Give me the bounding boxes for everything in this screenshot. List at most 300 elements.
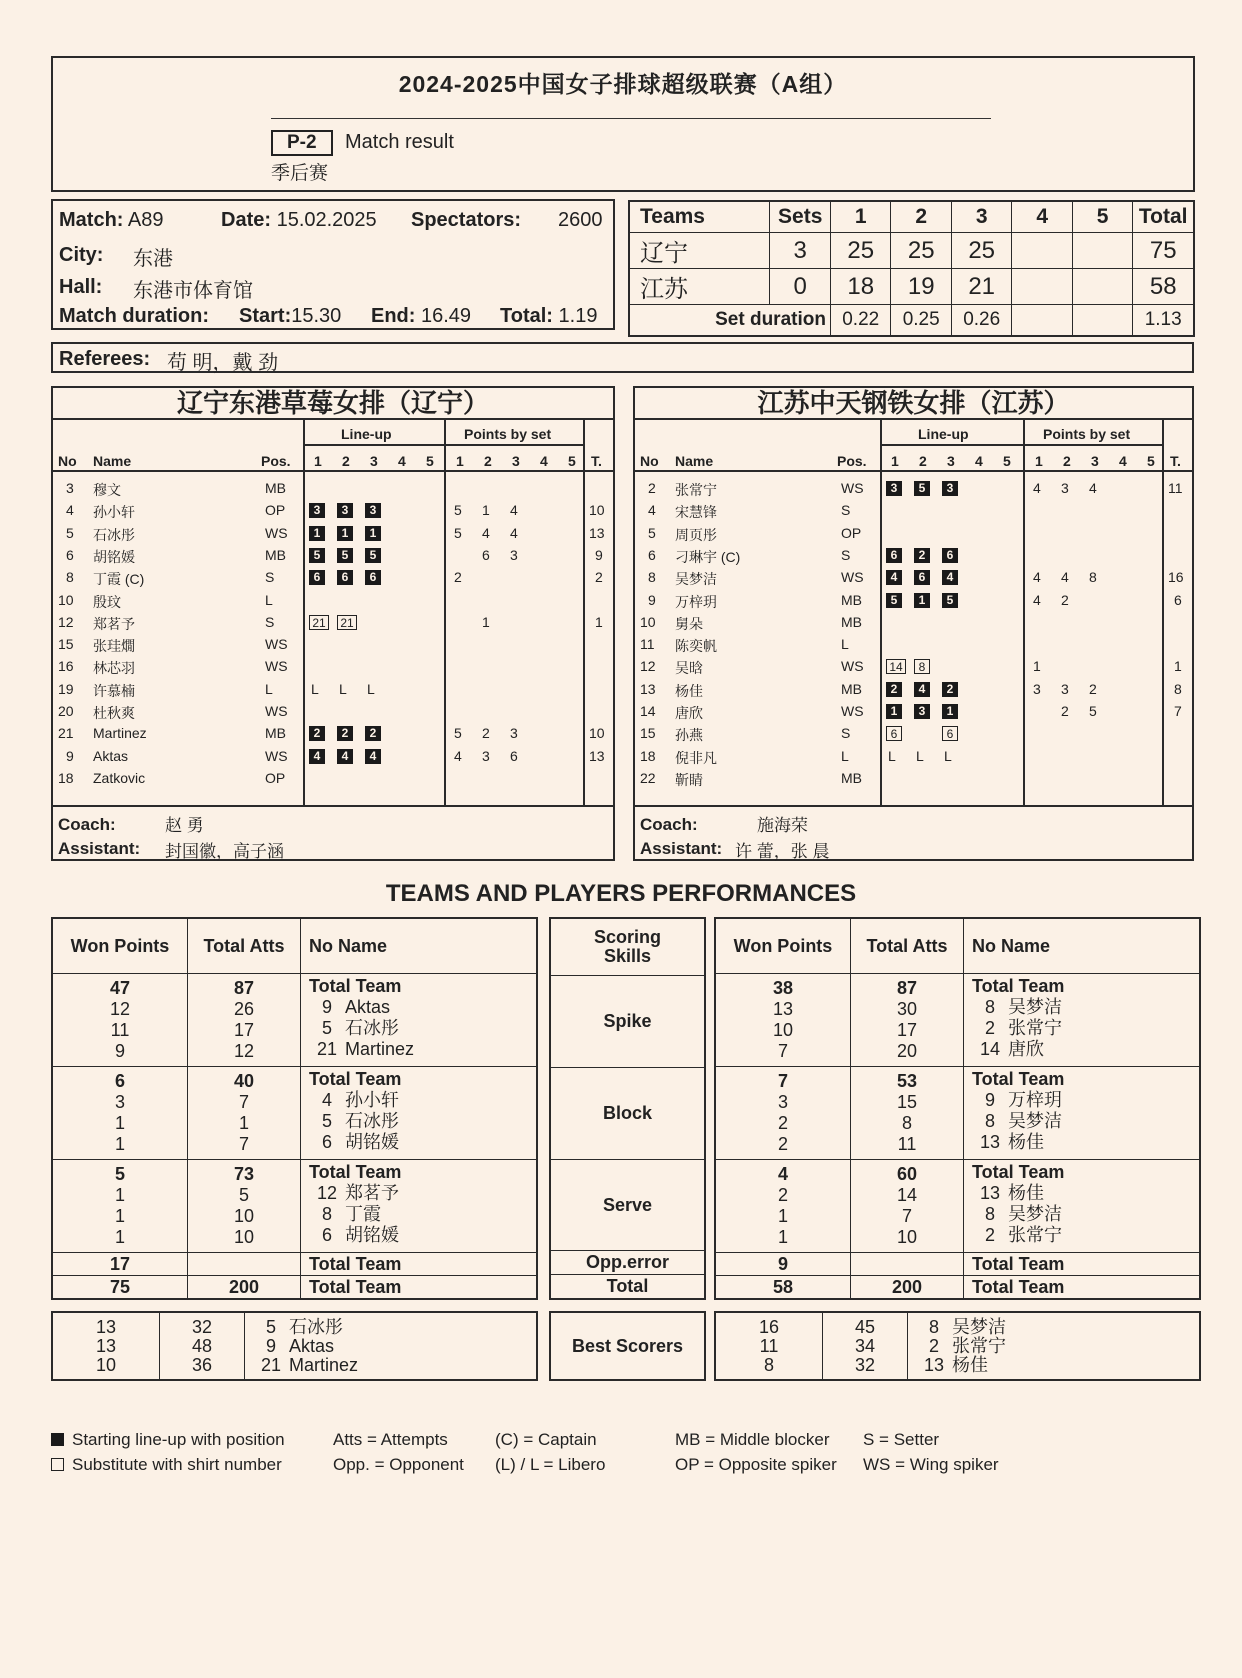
lineup-start-square: 6 xyxy=(309,570,325,585)
player-won-points: 1 xyxy=(114,1113,125,1133)
col-set: 2 xyxy=(342,453,350,469)
player-number: 15 xyxy=(640,725,656,742)
lineup-start-square: 6 xyxy=(886,548,902,563)
best-scorers-team-a xyxy=(51,1311,538,1381)
player-number: 8 xyxy=(66,569,74,586)
best-scorer-atts: 48 xyxy=(191,1335,213,1356)
legend-atts: Atts = Attempts xyxy=(333,1430,448,1449)
player-name: 石冰彤 xyxy=(345,1018,399,1038)
total-atts: 200 xyxy=(851,1276,964,1300)
total-label-row xyxy=(550,1275,705,1299)
player-position: L xyxy=(841,747,849,764)
player-entry xyxy=(309,997,536,1018)
player-name: 吴梦洁 xyxy=(1008,1111,1062,1131)
player-name: 穆文 xyxy=(93,482,121,498)
set-points: 2 xyxy=(454,569,462,586)
total-team-label: Total Team xyxy=(301,1253,538,1276)
lineup-start-square: 4 xyxy=(886,570,902,585)
best-scorer-atts: 32 xyxy=(854,1354,876,1375)
player-position: MB xyxy=(265,725,286,742)
skill-name: Serve xyxy=(550,1159,705,1251)
header-divider xyxy=(53,470,613,472)
set-duration-label: Set duration xyxy=(629,305,830,337)
team-atts-total: 53 xyxy=(896,1071,918,1091)
set-points: 6 xyxy=(482,546,490,563)
player-name: 孙燕 xyxy=(675,727,703,744)
lineup-start-square: 6 xyxy=(337,570,353,585)
empty-square-icon xyxy=(51,1458,64,1471)
score-set-points xyxy=(1072,233,1132,269)
score-total: 58 xyxy=(1133,269,1194,305)
lineup-start-square: 2 xyxy=(886,682,902,697)
player-number: 12 xyxy=(58,613,74,630)
player-won-points: 1 xyxy=(114,1185,125,1205)
player-name: 郑茗予 xyxy=(345,1183,399,1203)
player-won-points: 1 xyxy=(114,1206,125,1226)
set-points: 8 xyxy=(1089,569,1097,586)
set-points: 5 xyxy=(1089,703,1097,719)
lineup-start-square: 3 xyxy=(914,704,930,719)
team-atts-total: 87 xyxy=(233,978,255,998)
player-position: S xyxy=(841,502,851,519)
set-duration: 0.25 xyxy=(891,305,951,337)
score-header-sets: Sets xyxy=(770,201,830,233)
city-label: City: xyxy=(59,244,104,266)
set-points: 3 xyxy=(510,725,518,742)
col-set: 4 xyxy=(540,453,548,469)
team-a-title: 辽宁东港草莓女排（辽宁） xyxy=(53,388,613,420)
best-scorer-atts: 45 xyxy=(854,1316,876,1337)
col-no: No xyxy=(58,453,77,469)
player-name: 孙小轩 xyxy=(345,1090,399,1110)
player-name: 许慕楠 xyxy=(93,682,135,699)
player-entry xyxy=(972,1183,1199,1204)
coach-name: 赵 勇 xyxy=(165,816,204,835)
team-won-total: 38 xyxy=(772,978,794,998)
player-number: 6 xyxy=(648,546,656,563)
player-won-points: 2 xyxy=(777,1185,788,1205)
best-scorer-entry xyxy=(253,1356,536,1375)
player-total-points: 13 xyxy=(589,747,605,764)
column-divider xyxy=(1023,418,1025,805)
column-divider xyxy=(1162,418,1164,805)
best-won-points xyxy=(52,1312,160,1380)
player-name: 杨佳 xyxy=(675,682,703,699)
player-name: 万梓玥 xyxy=(675,593,717,610)
best-scorer-atts: 34 xyxy=(854,1335,876,1356)
col-set: 5 xyxy=(1147,453,1155,469)
player-entry xyxy=(309,1225,536,1246)
player-name: 舅朵 xyxy=(675,615,703,632)
spectators-label: Spectators: xyxy=(411,209,522,231)
player-won-points: 1 xyxy=(777,1206,788,1226)
score-header-set2: 2 xyxy=(891,201,951,233)
col-set: 2 xyxy=(919,453,927,469)
player-position: WS xyxy=(265,524,288,541)
lineup-start-square: 4 xyxy=(942,570,958,585)
best-names xyxy=(245,1312,538,1380)
opp-error-atts xyxy=(851,1253,964,1276)
player-name: Aktas xyxy=(345,997,391,1017)
won-points-cell xyxy=(715,1160,851,1253)
duration-label: Match duration: xyxy=(59,305,209,327)
player-number: 2 xyxy=(648,480,656,496)
best-scorer-points: 13 xyxy=(95,1335,117,1356)
player-number: 13 xyxy=(923,1354,945,1375)
col-name: Name xyxy=(675,453,714,469)
set-points: 5 xyxy=(454,524,462,541)
player-name: 张常宁 xyxy=(1008,1018,1062,1038)
player-won-points: 3 xyxy=(114,1092,125,1112)
player-number: 21 xyxy=(316,1039,338,1059)
skill-name-row xyxy=(550,1067,705,1159)
total-atts-cell xyxy=(188,974,301,1067)
col-pos: Pos. xyxy=(261,453,291,469)
hall-value: 东港市体育馆 xyxy=(133,280,253,302)
set-points: 2 xyxy=(1061,703,1069,719)
skill-row xyxy=(52,974,537,1067)
player-number: 6 xyxy=(321,1132,332,1152)
col-pos: Pos. xyxy=(837,453,867,469)
player-number: 3 xyxy=(66,480,74,496)
points-header: Points by set xyxy=(464,426,552,442)
player-total-points: 6 xyxy=(1174,591,1182,608)
player-number: 16 xyxy=(58,658,74,675)
performance-table-team-b xyxy=(714,917,1201,1300)
player-number: 13 xyxy=(979,1183,1001,1203)
player-number: 8 xyxy=(984,1111,995,1131)
player-number: 21 xyxy=(58,725,74,742)
player-position: WS xyxy=(265,747,288,764)
player-position: MB xyxy=(265,480,286,496)
assistant-label: Assistant: xyxy=(58,839,141,858)
lineup-sub-square: 6 xyxy=(886,726,902,741)
legend-opp: Opp. = Opponent xyxy=(333,1455,464,1474)
player-entry xyxy=(309,1111,536,1132)
coach-label: Coach: xyxy=(640,815,698,834)
total-team-label: Total Team xyxy=(309,1069,402,1089)
skill-name: Spike xyxy=(550,975,705,1067)
skills-header-row xyxy=(550,918,705,975)
opp-error-label-row xyxy=(550,1251,705,1275)
doc-name: Match result xyxy=(345,131,454,153)
col-set: 2 xyxy=(1063,453,1071,469)
player-name: 胡铭媛 xyxy=(345,1225,399,1245)
lineup-start-square: 5 xyxy=(942,593,958,608)
spectators-value: 2600 xyxy=(558,209,603,231)
subheader-divider xyxy=(303,444,583,446)
start-time: Start:15.30 xyxy=(239,305,342,327)
best-scorers-row xyxy=(715,1312,1200,1380)
score-sets: 0 xyxy=(770,269,830,305)
player-number: 15 xyxy=(58,636,74,653)
lineup-sub-square: 21 xyxy=(337,615,357,630)
player-total-atts: 10 xyxy=(233,1227,255,1247)
lineup-libero: L xyxy=(311,680,319,697)
skill-row xyxy=(52,1067,537,1160)
player-name: 石冰彤 xyxy=(93,526,135,543)
set-points: 1 xyxy=(1033,658,1041,675)
lineup-start-square: 1 xyxy=(337,526,353,541)
player-number: 12 xyxy=(640,658,656,675)
skill-row xyxy=(715,1067,1200,1160)
player-position: L xyxy=(265,680,273,697)
player-name: Zatkovic xyxy=(93,769,146,786)
hall-label: Hall: xyxy=(59,276,103,298)
player-number: 8 xyxy=(321,1204,332,1224)
assistant-label: Assistant: xyxy=(640,839,723,858)
lineup-start-square: 2 xyxy=(365,726,381,741)
player-name: 杨佳 xyxy=(1008,1183,1044,1203)
set-points: 1 xyxy=(482,502,490,519)
player-total-points: 13 xyxy=(589,524,605,541)
column-divider xyxy=(583,418,585,805)
player-entry xyxy=(309,1204,536,1225)
player-won-points: 2 xyxy=(777,1113,788,1133)
player-entry xyxy=(972,1204,1199,1225)
player-name: Martinez xyxy=(289,1354,359,1375)
opp-error-atts xyxy=(188,1253,301,1276)
player-entry xyxy=(972,1225,1199,1246)
no-name-cell xyxy=(301,1067,538,1160)
player-won-points: 1 xyxy=(777,1227,788,1247)
player-number: 8 xyxy=(928,1316,939,1337)
team-won-total: 47 xyxy=(109,978,131,998)
player-name: 丁霞 (C) xyxy=(93,571,145,588)
player-number: 4 xyxy=(66,502,74,519)
player-name: 张常宁 xyxy=(675,482,717,498)
lineup-start-square: 5 xyxy=(886,593,902,608)
player-total-atts: 20 xyxy=(896,1041,918,1061)
player-total-points: 10 xyxy=(589,502,605,519)
no-name-cell xyxy=(301,1160,538,1253)
player-name: 吴晗 xyxy=(675,660,703,677)
player-number: 2 xyxy=(928,1335,939,1356)
player-name: 周页彤 xyxy=(675,526,717,543)
player-number: 5 xyxy=(648,524,656,541)
player-total-atts: 5 xyxy=(238,1185,249,1205)
set-points: 5 xyxy=(454,502,462,519)
score-sets: 3 xyxy=(770,233,830,269)
player-entry xyxy=(972,1090,1199,1111)
lineup-start-square: 1 xyxy=(365,526,381,541)
player-name: 丁霞 xyxy=(345,1204,381,1224)
lineup-libero: L xyxy=(944,747,952,764)
total-atts-header: Total Atts xyxy=(188,918,301,974)
player-number: 18 xyxy=(640,747,656,764)
coach-name: 施海荣 xyxy=(757,816,808,835)
player-total-points: 10 xyxy=(589,725,605,742)
player-name: 倪非凡 xyxy=(675,749,717,766)
lineup-start-square: 4 xyxy=(337,749,353,764)
total-won-points: 58 xyxy=(715,1276,851,1300)
player-position: S xyxy=(841,546,851,563)
player-number: 14 xyxy=(640,703,656,719)
player-number: 13 xyxy=(640,680,656,697)
player-total-atts: 11 xyxy=(897,1134,917,1154)
score-set-points: 25 xyxy=(951,233,1011,269)
set-points: 6 xyxy=(510,747,518,764)
player-name: 宋慧锋 xyxy=(675,504,717,521)
player-number: 6 xyxy=(66,546,74,563)
player-name: 石冰彤 xyxy=(289,1316,343,1337)
player-name: 吴梦洁 xyxy=(1008,997,1062,1017)
performance-table-team-a xyxy=(51,917,538,1300)
score-set-points: 21 xyxy=(951,269,1011,305)
lineup-libero: L xyxy=(339,680,347,697)
lineup-start-square: 5 xyxy=(337,548,353,563)
total-team-label: Total Team xyxy=(964,1276,1201,1300)
col-set: 1 xyxy=(1035,453,1043,469)
player-name: Aktas xyxy=(93,747,129,764)
player-number: 22 xyxy=(640,769,656,786)
player-position: WS xyxy=(841,703,864,719)
player-name: 刁琳宇 (C) xyxy=(675,548,741,565)
player-total-atts: 30 xyxy=(896,999,918,1019)
player-number: 2 xyxy=(984,1225,995,1245)
team-atts-total: 60 xyxy=(896,1164,918,1184)
set-points: 3 xyxy=(510,546,518,563)
set-points: 4 xyxy=(1033,569,1041,586)
stage-label: 季后赛 xyxy=(271,163,329,184)
player-total-atts: 7 xyxy=(238,1092,249,1112)
score-header-set4: 4 xyxy=(1012,201,1072,233)
no-name-cell xyxy=(964,1067,1201,1160)
best-names xyxy=(908,1312,1201,1380)
match-number: Match: A89 xyxy=(59,209,164,231)
lineup-start-square: 1 xyxy=(309,526,325,541)
col-set: 3 xyxy=(1091,453,1099,469)
opp-error-points: 9 xyxy=(715,1253,851,1276)
set-points: 4 xyxy=(1033,591,1041,608)
player-won-points: 12 xyxy=(109,999,131,1019)
col-set: 3 xyxy=(370,453,378,469)
col-set: 4 xyxy=(975,453,983,469)
player-position: L xyxy=(265,591,273,608)
player-won-points: 9 xyxy=(114,1041,125,1061)
subheader-divider xyxy=(880,444,1162,446)
player-number: 10 xyxy=(640,613,656,630)
score-header-teams: Teams xyxy=(629,201,770,233)
player-position: L xyxy=(841,636,849,653)
total-atts-cell xyxy=(188,1067,301,1160)
best-scorers-row xyxy=(52,1312,537,1380)
header-divider xyxy=(635,470,1192,472)
player-total-atts: 7 xyxy=(901,1206,912,1226)
player-name: 靳睛 xyxy=(675,771,703,788)
lineup-start-square: 4 xyxy=(914,682,930,697)
page-title: 2024-2025中国女子排球超级联赛（A组） xyxy=(398,71,848,97)
player-name: 张珪燗 xyxy=(93,638,135,655)
score-header-set1: 1 xyxy=(830,201,890,233)
player-name: 石冰彤 xyxy=(345,1111,399,1131)
lineup-start-square: 5 xyxy=(914,481,930,496)
player-entry xyxy=(972,1018,1199,1039)
player-won-points: 1 xyxy=(114,1134,125,1154)
col-set: 5 xyxy=(1003,453,1011,469)
player-position: MB xyxy=(841,613,862,630)
col-set: 5 xyxy=(568,453,576,469)
player-number: 5 xyxy=(321,1111,332,1131)
lineup-start-square: 1 xyxy=(886,704,902,719)
opp-error-points: 17 xyxy=(52,1253,188,1276)
player-total-points: 8 xyxy=(1174,680,1182,697)
player-number: 4 xyxy=(321,1090,332,1110)
best-scorer-points: 8 xyxy=(763,1354,774,1375)
player-name: 唐欣 xyxy=(1008,1039,1044,1059)
lineup-start-square: 6 xyxy=(914,570,930,585)
performance-title: TEAMS AND PLAYERS PERFORMANCES xyxy=(385,880,857,907)
legend-captain: (C) = Captain xyxy=(495,1430,597,1449)
set-duration: 0.26 xyxy=(951,305,1011,337)
lineup-start-square: 3 xyxy=(942,481,958,496)
player-total-points: 1 xyxy=(595,613,603,630)
best-scorers-label: Best Scorers xyxy=(571,1335,684,1356)
total-row xyxy=(715,1276,1200,1300)
player-won-points: 1 xyxy=(114,1227,125,1247)
set-points: 2 xyxy=(1089,680,1097,697)
city-value: 东港 xyxy=(133,248,173,270)
total-duration: Total: 1.19 xyxy=(500,305,598,327)
skill-name: Block xyxy=(550,1067,705,1159)
player-won-points: 13 xyxy=(772,999,794,1019)
best-scorers-label-box xyxy=(549,1311,706,1381)
player-number: 10 xyxy=(58,591,74,608)
set-points: 4 xyxy=(1033,480,1041,496)
score-header-row xyxy=(629,201,1194,233)
total-atts-cell xyxy=(851,974,964,1067)
player-total-points: 9 xyxy=(595,546,603,563)
skill-name-row xyxy=(550,975,705,1067)
total-atts: 200 xyxy=(188,1276,301,1300)
player-number: 4 xyxy=(648,502,656,519)
total-team-label: Total Team xyxy=(309,1162,402,1182)
won-points-cell xyxy=(52,1160,188,1253)
player-position: MB xyxy=(841,769,862,786)
coach-divider xyxy=(635,805,1192,807)
set-points: 3 xyxy=(1033,680,1041,697)
col-set: 2 xyxy=(484,453,492,469)
total-team-label: Total Team xyxy=(972,1069,1065,1089)
won-points-cell xyxy=(715,1067,851,1160)
score-team-name: 辽宁 xyxy=(629,233,770,269)
player-number: 19 xyxy=(58,680,74,697)
legend-op: OP = Opposite spiker xyxy=(675,1455,837,1474)
player-total-atts: 14 xyxy=(896,1185,918,1205)
player-number: 5 xyxy=(66,524,74,541)
player-total-atts: 15 xyxy=(896,1092,918,1112)
set-points: 4 xyxy=(482,524,490,541)
total-atts-cell xyxy=(851,1067,964,1160)
team-won-total: 5 xyxy=(114,1164,125,1184)
best-scorers-team-b xyxy=(714,1311,1201,1381)
player-position: WS xyxy=(841,569,864,586)
won-points-header: Won Points xyxy=(52,918,188,974)
coach-label: Coach: xyxy=(58,815,116,834)
total-row xyxy=(52,1276,537,1300)
player-position: MB xyxy=(841,680,862,697)
header-box xyxy=(51,56,1195,192)
best-scorer-points: 10 xyxy=(95,1354,117,1375)
total-atts-header: Total Atts xyxy=(851,918,964,974)
player-entry xyxy=(972,1132,1199,1153)
player-entry xyxy=(309,1183,536,1204)
lineup-start-square: 4 xyxy=(365,749,381,764)
team-b-panel xyxy=(633,386,1194,861)
set-duration xyxy=(1072,305,1132,337)
lineup-sub-square: 21 xyxy=(309,615,329,630)
player-name: Martinez xyxy=(345,1039,415,1059)
